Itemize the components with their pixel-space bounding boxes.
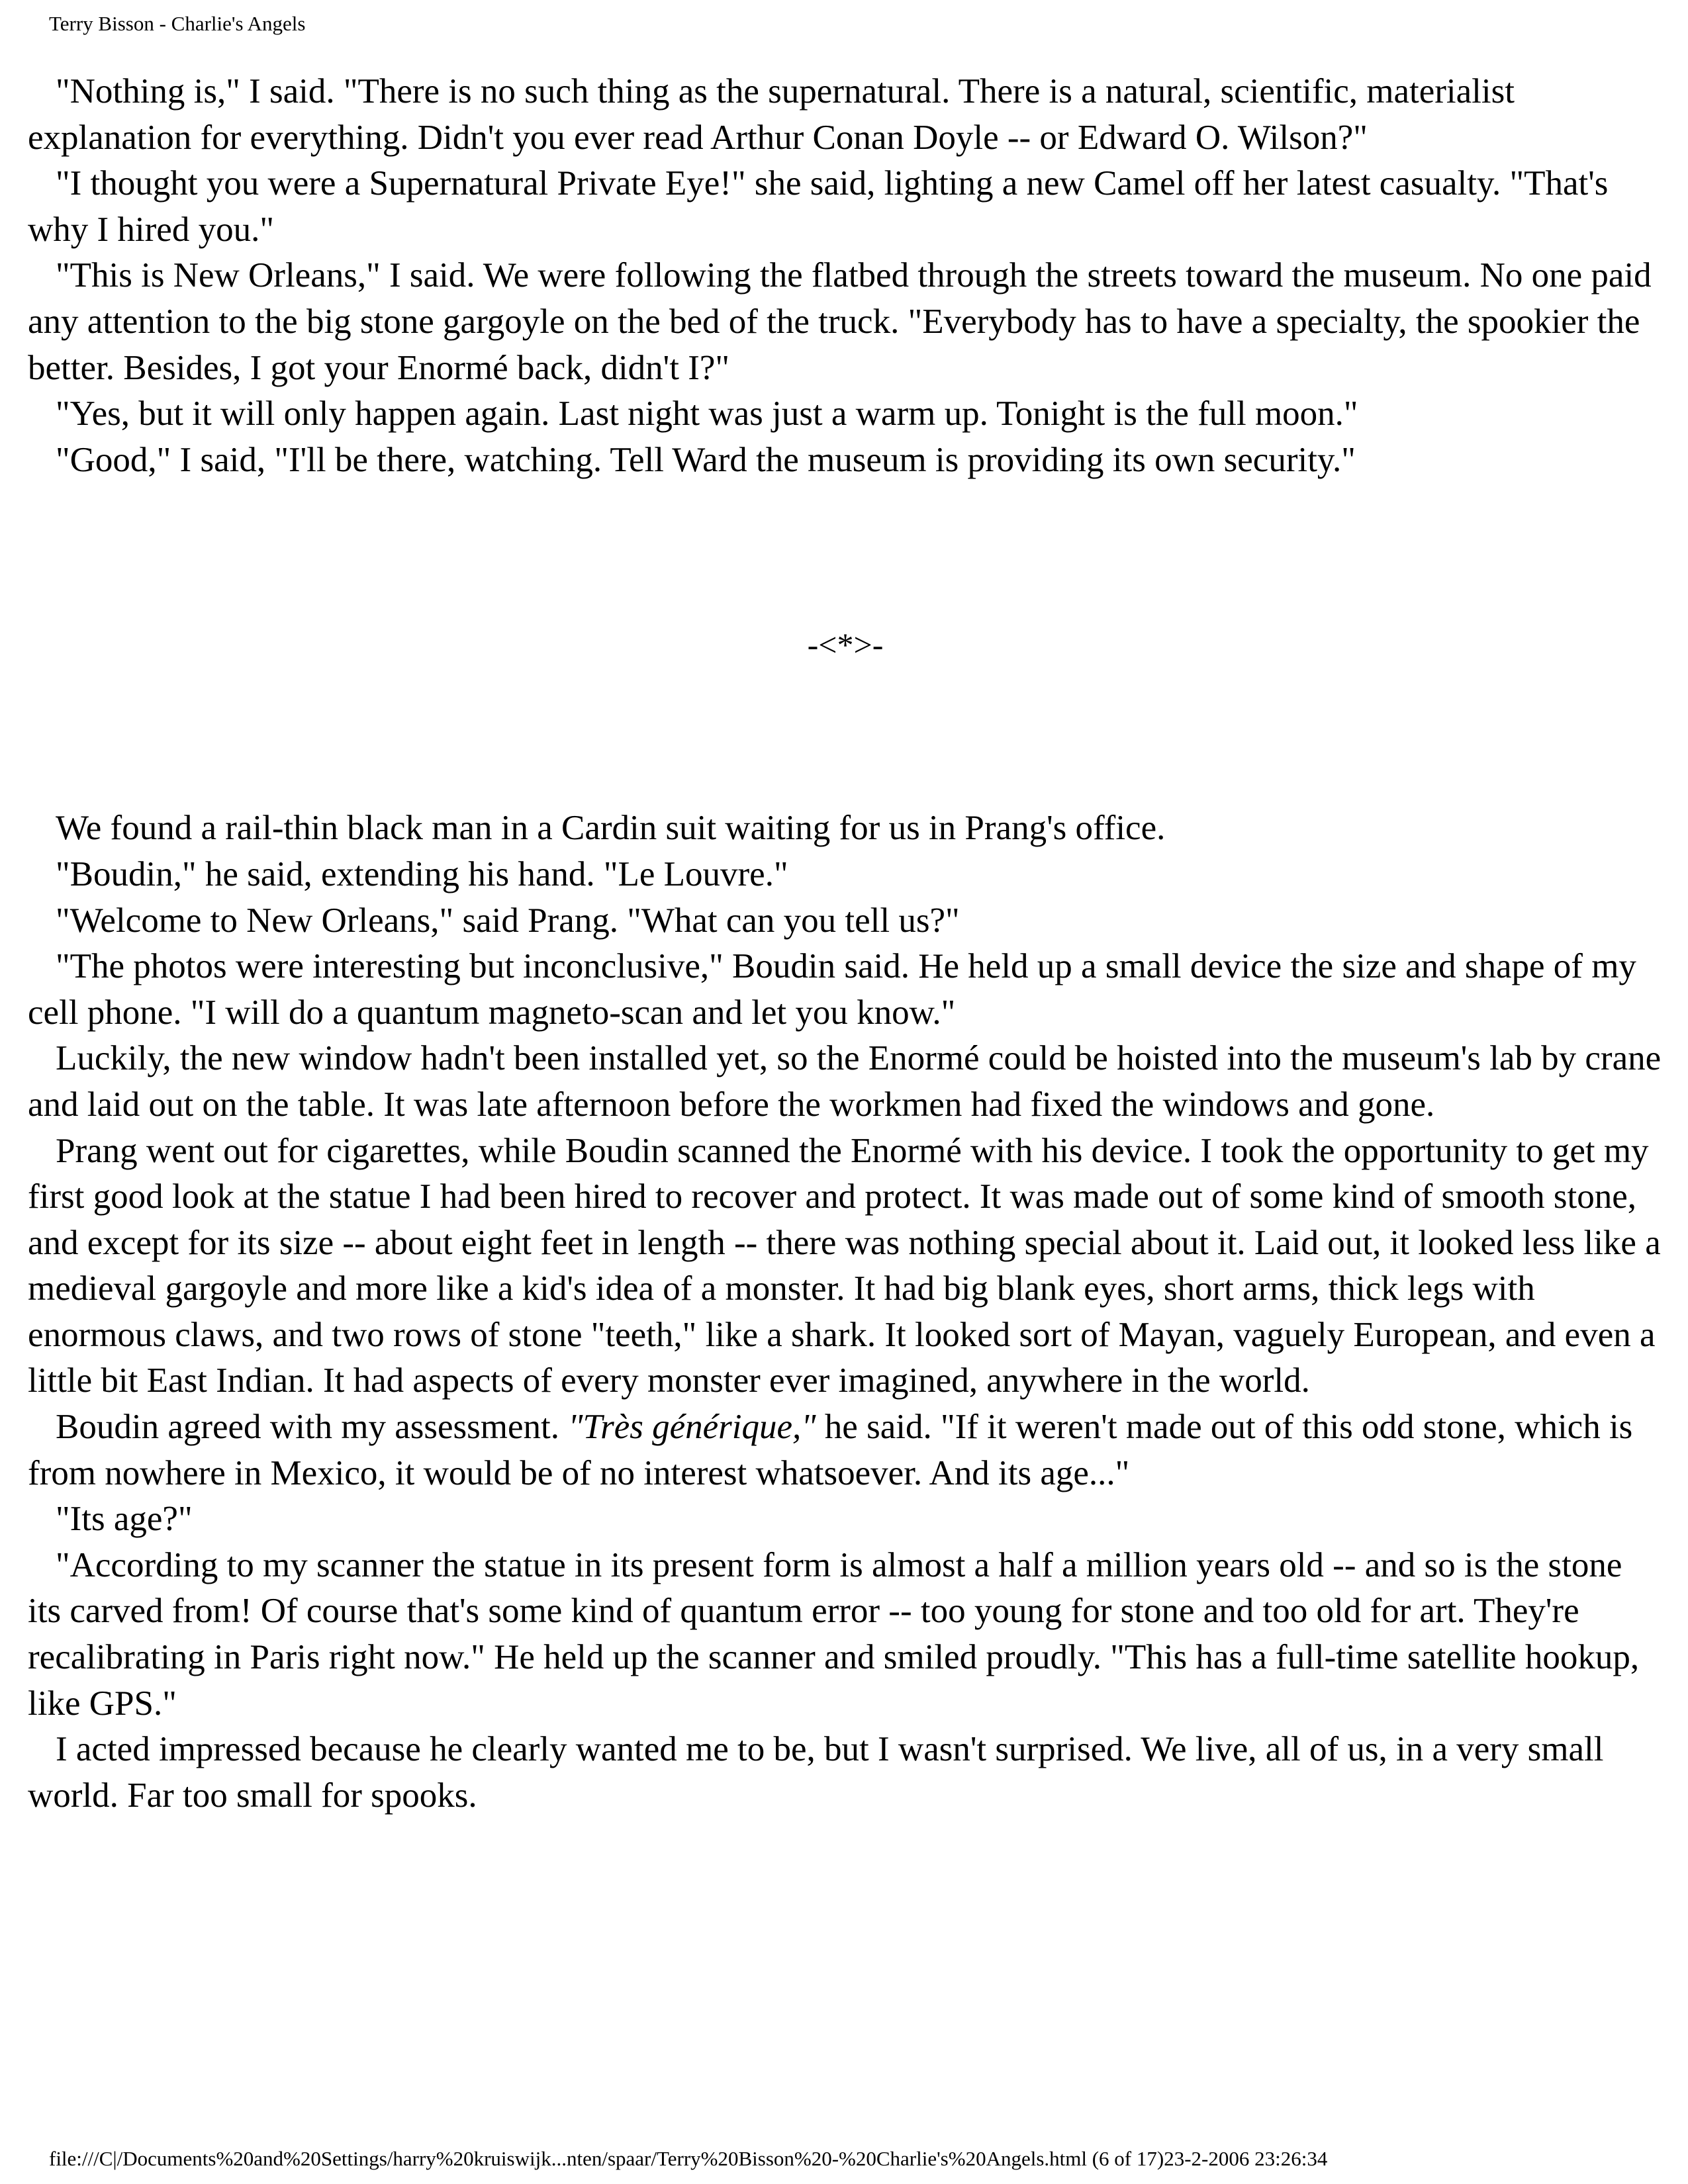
section-1 xyxy=(28,69,1663,483)
paragraph: "Good," I said, "I'll be there, watching. Tell Ward the museum is providing its own security." xyxy=(56,440,1356,479)
italic-quote: "Très générique," xyxy=(568,1408,816,1447)
section-separator: -<*>- xyxy=(807,625,884,663)
file-path-footer: file:///C|/Documents%20and%20Settings/harry%20kruiswijk...nten/spaar/Terry%20Bisson%20-%20Charlie's%20Angels.html (6 of 17)23-2-2006 23:26:34 xyxy=(49,2147,1328,2170)
paragraph-boudin-assessment xyxy=(28,1404,1663,1496)
paragraph: "The photos were interesting but inconclusive," Boudin said. He held up a small device the size and shape of my cell phone. "I will do a quantum magneto-scan and let you know." xyxy=(28,947,1636,1032)
paragraph-lead: Boudin agreed with my assessment. xyxy=(56,1408,569,1447)
paragraph-rest: he said. "If it weren't made out of this odd stone, which is from nowhere in Mexico, it would be of no interest whatsoever. And its age..." xyxy=(28,1408,1633,1492)
paragraph: "Its age?" xyxy=(56,1500,193,1539)
paragraph: "This is New Orleans," I said. We were following the flatbed through the streets toward the museum. No one paid any attention to the big stone gargoyle on the bed of the truck. "Everybody has to have a specialty, the spookier the better. Besides, I got your Enormé back, didn't I?" xyxy=(28,256,1652,387)
paragraph: "Welcome to New Orleans," said Prang. "What can you tell us?" xyxy=(56,901,960,940)
paragraph: "I thought you were a Supernatural Private Eye!" she said, lighting a new Camel off her latest casualty. "That's why I hired you." xyxy=(28,164,1609,249)
paragraph: "According to my scanner the statue in its present form is almost a half a million years old -- and so is the stone its carved from! Of course that's some kind of quantum error -- too young for stone and too old for art. They're recalibrating in Paris right now." He held up the scanner and smiled proudly. "This has a full-time satellite hookup, like GPS." xyxy=(28,1545,1640,1723)
paragraph: Luckily, the new window hadn't been installed yet, so the Enormé could be hoisted into the museum's lab by crane and laid out on the table. It was late afternoon before the workmen had fixed the windows and gone. xyxy=(28,1039,1662,1124)
paragraph: "Yes, but it will only happen again. Last night was just a warm up. Tonight is the full moon." xyxy=(56,394,1358,433)
section-2 xyxy=(28,805,1663,1819)
paragraph: Prang went out for cigarettes, while Boudin scanned the Enormé with his device. I took the opportunity to get my first good look at the statue I had been hired to recover and protect. It was made out of some kind of smooth stone, and except for its size -- about eight feet in length -- there was nothing special about it. Laid out, it looked less like a medieval gargoyle and more like a kid's idea of a monster. It had big blank eyes, short arms, thick legs with enormous claws, and two rows of stone "teeth," like a shark. It looked sort of Mayan, vaguely European, and even a little bit East Indian. It had aspects of every monster ever imagined, anywhere in the world. xyxy=(28,1131,1661,1400)
paragraph: I acted impressed because he clearly wanted me to be, but I wasn't surprised. We live, all of us, in a very small world. Far too small for spooks. xyxy=(28,1730,1604,1815)
running-header: Terry Bisson - Charlie's Angels xyxy=(49,12,306,35)
document-body xyxy=(28,69,1663,1819)
paragraph: We found a rail-thin black man in a Cardin suit waiting for us in Prang's office. xyxy=(56,809,1166,848)
paragraph: "Boudin," he said, extending his hand. "Le Louvre." xyxy=(56,854,788,893)
paragraph: "Nothing is," I said. "There is no such thing as the supernatural. There is a natural, scientific, materialist explanation for everything. Didn't you ever read Arthur Conan Doyle -- or Edward O. Wilson?" xyxy=(28,72,1515,157)
